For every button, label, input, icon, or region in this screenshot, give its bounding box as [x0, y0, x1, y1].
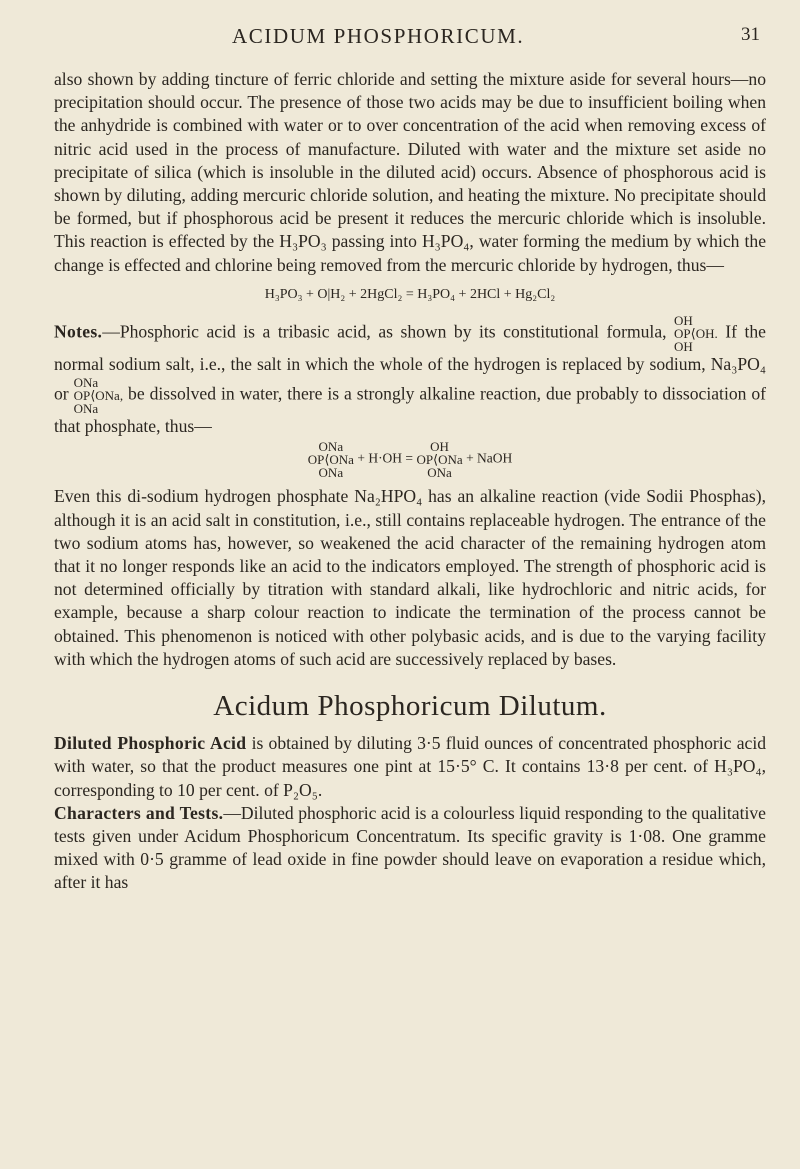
- section-heading: Acidum Phosphoricum Dilutum.: [213, 690, 607, 723]
- eq2-right-top: OH: [430, 439, 449, 455]
- section-paragraph-1: [54, 732, 766, 802]
- struct1-bot: OH: [674, 339, 693, 355]
- struct2-bot: ONa: [73, 401, 99, 417]
- notes-formula-prefix: formula,: [606, 321, 667, 342]
- eq2-left-mid: OP⟨ONa: [307, 452, 354, 468]
- eq2-right: [416, 440, 462, 479]
- notes-text-5: there is a strongly alkaline reaction, due probably to dissociation of that phosphate, thus—: [54, 383, 767, 437]
- section-p1-lead: Diluted Phosphoric Acid: [54, 733, 247, 754]
- eq2-left: [308, 440, 354, 479]
- running-title: ACIDUM PHOSPHORICUM.: [232, 24, 525, 48]
- notes-heading: Notes.: [54, 321, 103, 342]
- equation-2: [54, 440, 766, 479]
- eq2-left-top: ONa: [318, 439, 344, 455]
- notes-text-4: be dissolved in water,: [128, 383, 283, 404]
- paragraph-1: also shown by adding tincture of ferric chloride and setting the mixture aside for several hours—no precipitation should occur. The presence of those two acids may be due to insufficient boiling when the anhydride is combined with water or to over concentration of the acid when removing excess of nitric acid used in the process of manufacture. Diluted with water and the mixture set aside no precipitate of silica (which is insoluble in the diluted acid) occurs. Absence of phosphorous acid is shown by diluting, adding mercuric chloride solution, and heating the mixture. No precipitate should be formed, but if phosphorous acid be present it reduces the mercuric chloride which is insoluble. This reaction is effected by the H₃PO₃ passing into H₃PO₄, water forming the medium by which the change is effected and chlorine being removed from the mercuric chloride by hydrogen, thus—: [54, 69, 766, 275]
- notes-text-3: the hydrogen is replaced by sodium, Na₃PO₄ or: [54, 354, 766, 404]
- eq2-right-mid: OP⟨ONa: [416, 452, 463, 468]
- struct1-mid: OP⟨OH.: [674, 326, 718, 342]
- running-head: [0, 20, 800, 50]
- page-number: 31: [741, 24, 760, 45]
- section-p1-text: is obtained by diluting 3·5 fluid ounces of concentrated phosphoric acid with water, so that the product measures one pint at 15·5° C. It contains 13·8 per cent. of H₃PO₄, corresponding to 10 per cent. of P₂O₅.: [54, 733, 767, 800]
- paragraph-2: Even this di-sodium hydrogen phosphate Na₂HPO₄ has an alkaline reaction (vide Sodii Phosphas), although it is an acid salt in constitution, i.e., still contains replaceable hydrogen. The entrance of the two sodium atoms has, however, so weakened the acid character of the remaining hydrogen atom that it no longer responds like an acid to the indicators employed. The strength of phosphoric acid is not determined officially by titration with standard alkali, like hydrochloric and nitric acids, for example, because a sharp colour reaction to indicate the termination of the process cannot be obtained. This phenomenon is noticed with other polybasic acids, and is due to the varying facility with which the hydrogen atoms of such acid are successively replaced by bases.: [54, 486, 766, 669]
- notes-text-1: —Phosphoric acid is a tribasic acid, as shown by its constitutional: [102, 321, 599, 342]
- notes-paragraph: [54, 314, 766, 438]
- section-paragraph-2: [54, 802, 766, 895]
- eq2-end: + NaOH: [466, 451, 513, 467]
- body-text: [54, 68, 766, 895]
- eq2-middle: + H·OH =: [357, 451, 414, 467]
- equation-1: H₃PO₃ + O|H₂ + 2HgCl₂ = H₃PO₄ + 2HCl + Hg₂Cl₂: [264, 286, 556, 302]
- notes-text-2: If the normal sodium salt, i.e., the salt in which the whole of: [54, 321, 766, 375]
- struct2-mid: OP⟨ONa,: [73, 388, 124, 404]
- structural-formula-2: [74, 376, 124, 415]
- section-p2-text: —Diluted phosphoric acid is a colourless liquid responding to the qualitative tests given under Acidum Phosphoricum Concentratum. Its specific gravity is 1·08. One gramme mixed with 0·5 gramme of lead oxide in fine powder should leave on evaporation a residue which, after it has: [54, 802, 766, 893]
- struct1-top: OH: [674, 313, 693, 329]
- section-p2-lead: Characters and Tests.: [54, 802, 224, 823]
- structural-formula-1: [674, 314, 718, 353]
- eq2-left-bot: ONa: [318, 465, 344, 481]
- struct2-top: ONa: [73, 375, 99, 391]
- eq2-right-bot: ONa: [427, 465, 452, 481]
